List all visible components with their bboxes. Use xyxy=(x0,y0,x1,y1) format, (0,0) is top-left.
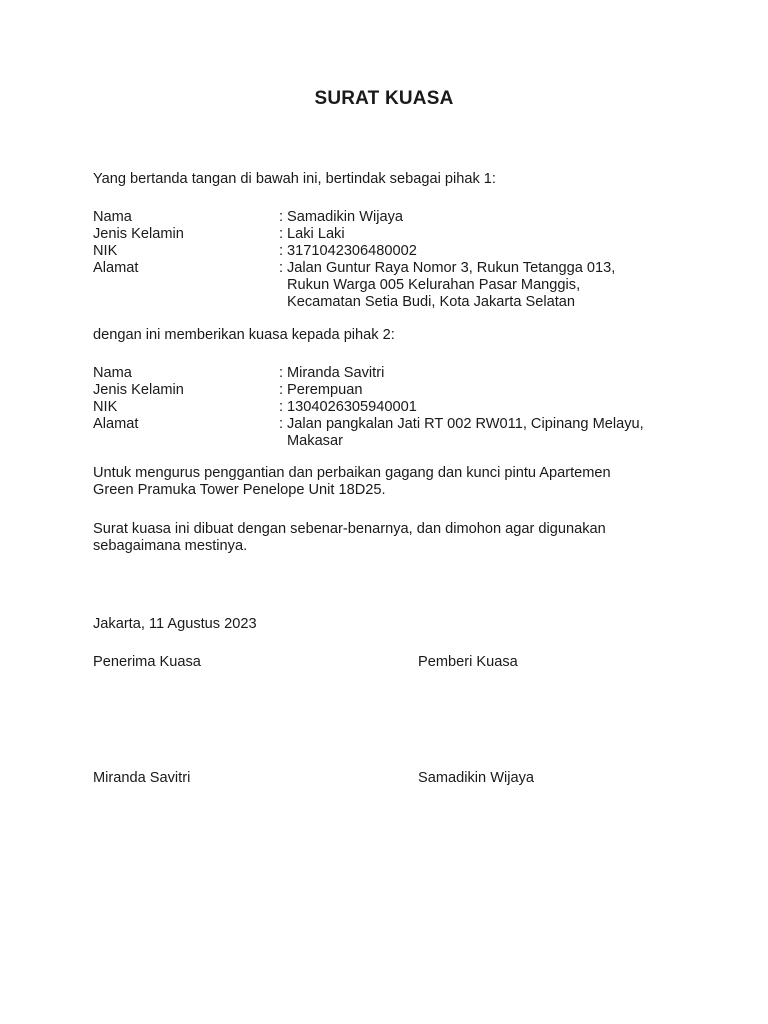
party2-address-line: Makasar xyxy=(287,433,343,449)
separator: : xyxy=(279,226,284,242)
party1-name-value: Samadikin Wijaya xyxy=(287,209,403,225)
separator: : xyxy=(279,209,284,225)
document-title: SURAT KUASA xyxy=(314,88,454,109)
party2-name-row xyxy=(93,365,693,382)
separator: : xyxy=(279,399,284,415)
party2-name-label: Nama xyxy=(93,365,132,381)
party1-name-row xyxy=(93,209,693,226)
party1-address-label: Alamat xyxy=(93,260,139,276)
party1-gender-row xyxy=(93,226,693,243)
party1-nik-value: 3171042306480002 xyxy=(287,243,417,259)
party1-gender-label: Jenis Kelamin xyxy=(93,226,184,242)
separator: : xyxy=(279,260,284,276)
party2-address-line: Jalan pangkalan Jati RT 002 RW011, Cipinang Melayu, xyxy=(287,416,644,432)
party1-details xyxy=(93,209,693,311)
party1-address-cont xyxy=(93,277,693,294)
party2-name-value: Miranda Savitri xyxy=(287,365,385,381)
party2-nik-label: NIK xyxy=(93,399,118,415)
party2-gender-row xyxy=(93,382,693,399)
receiver-name: Miranda Savitri xyxy=(93,770,191,786)
party2-nik-value: 1304026305940001 xyxy=(287,399,417,415)
party1-address-cont xyxy=(93,294,693,311)
party2-nik-row xyxy=(93,399,693,416)
closing-paragraph xyxy=(93,521,673,555)
place-date: Jakarta, 11 Agustus 2023 xyxy=(93,616,257,632)
party1-nik-row xyxy=(93,243,693,260)
giver-name: Samadikin Wijaya xyxy=(418,770,534,786)
separator: : xyxy=(279,416,284,432)
receiver-label: Penerima Kuasa xyxy=(93,654,201,670)
party1-address-line: Kecamatan Setia Budi, Kota Jakarta Selatan xyxy=(287,294,575,310)
party2-address-cont xyxy=(93,433,693,450)
purpose-line: Untuk mengurus penggantian dan perbaikan gagang dan kunci pintu Apartemen xyxy=(93,465,611,481)
separator: : xyxy=(279,382,284,398)
intro-text: Yang bertanda tangan di bawah ini, bertindak sebagai pihak 1: xyxy=(93,171,496,187)
separator: : xyxy=(279,243,284,259)
party1-name-label: Nama xyxy=(93,209,132,225)
party1-gender-value: Laki Laki xyxy=(287,226,345,242)
party1-address-row xyxy=(93,260,693,277)
party2-address-label: Alamat xyxy=(93,416,139,432)
party1-nik-label: NIK xyxy=(93,243,118,259)
party1-address-line: Jalan Guntur Raya Nomor 3, Rukun Tetangga 013, xyxy=(287,260,616,276)
party1-address-line: Rukun Warga 005 Kelurahan Pasar Manggis, xyxy=(287,277,581,293)
closing-line: sebagaimana mestinya. xyxy=(93,538,248,554)
party2-details xyxy=(93,365,693,450)
transition-text: dengan ini memberikan kuasa kepada pihak 2: xyxy=(93,327,395,343)
closing-line: Surat kuasa ini dibuat dengan sebenar-benarnya, dan dimohon agar digunakan xyxy=(93,521,606,537)
purpose-line: Green Pramuka Tower Penelope Unit 18D25. xyxy=(93,482,386,498)
party2-address-row xyxy=(93,416,693,433)
purpose-paragraph xyxy=(93,465,673,499)
separator: : xyxy=(279,365,284,381)
party2-gender-label: Jenis Kelamin xyxy=(93,382,184,398)
giver-label: Pemberi Kuasa xyxy=(418,654,518,670)
party2-gender-value: Perempuan xyxy=(287,382,363,398)
